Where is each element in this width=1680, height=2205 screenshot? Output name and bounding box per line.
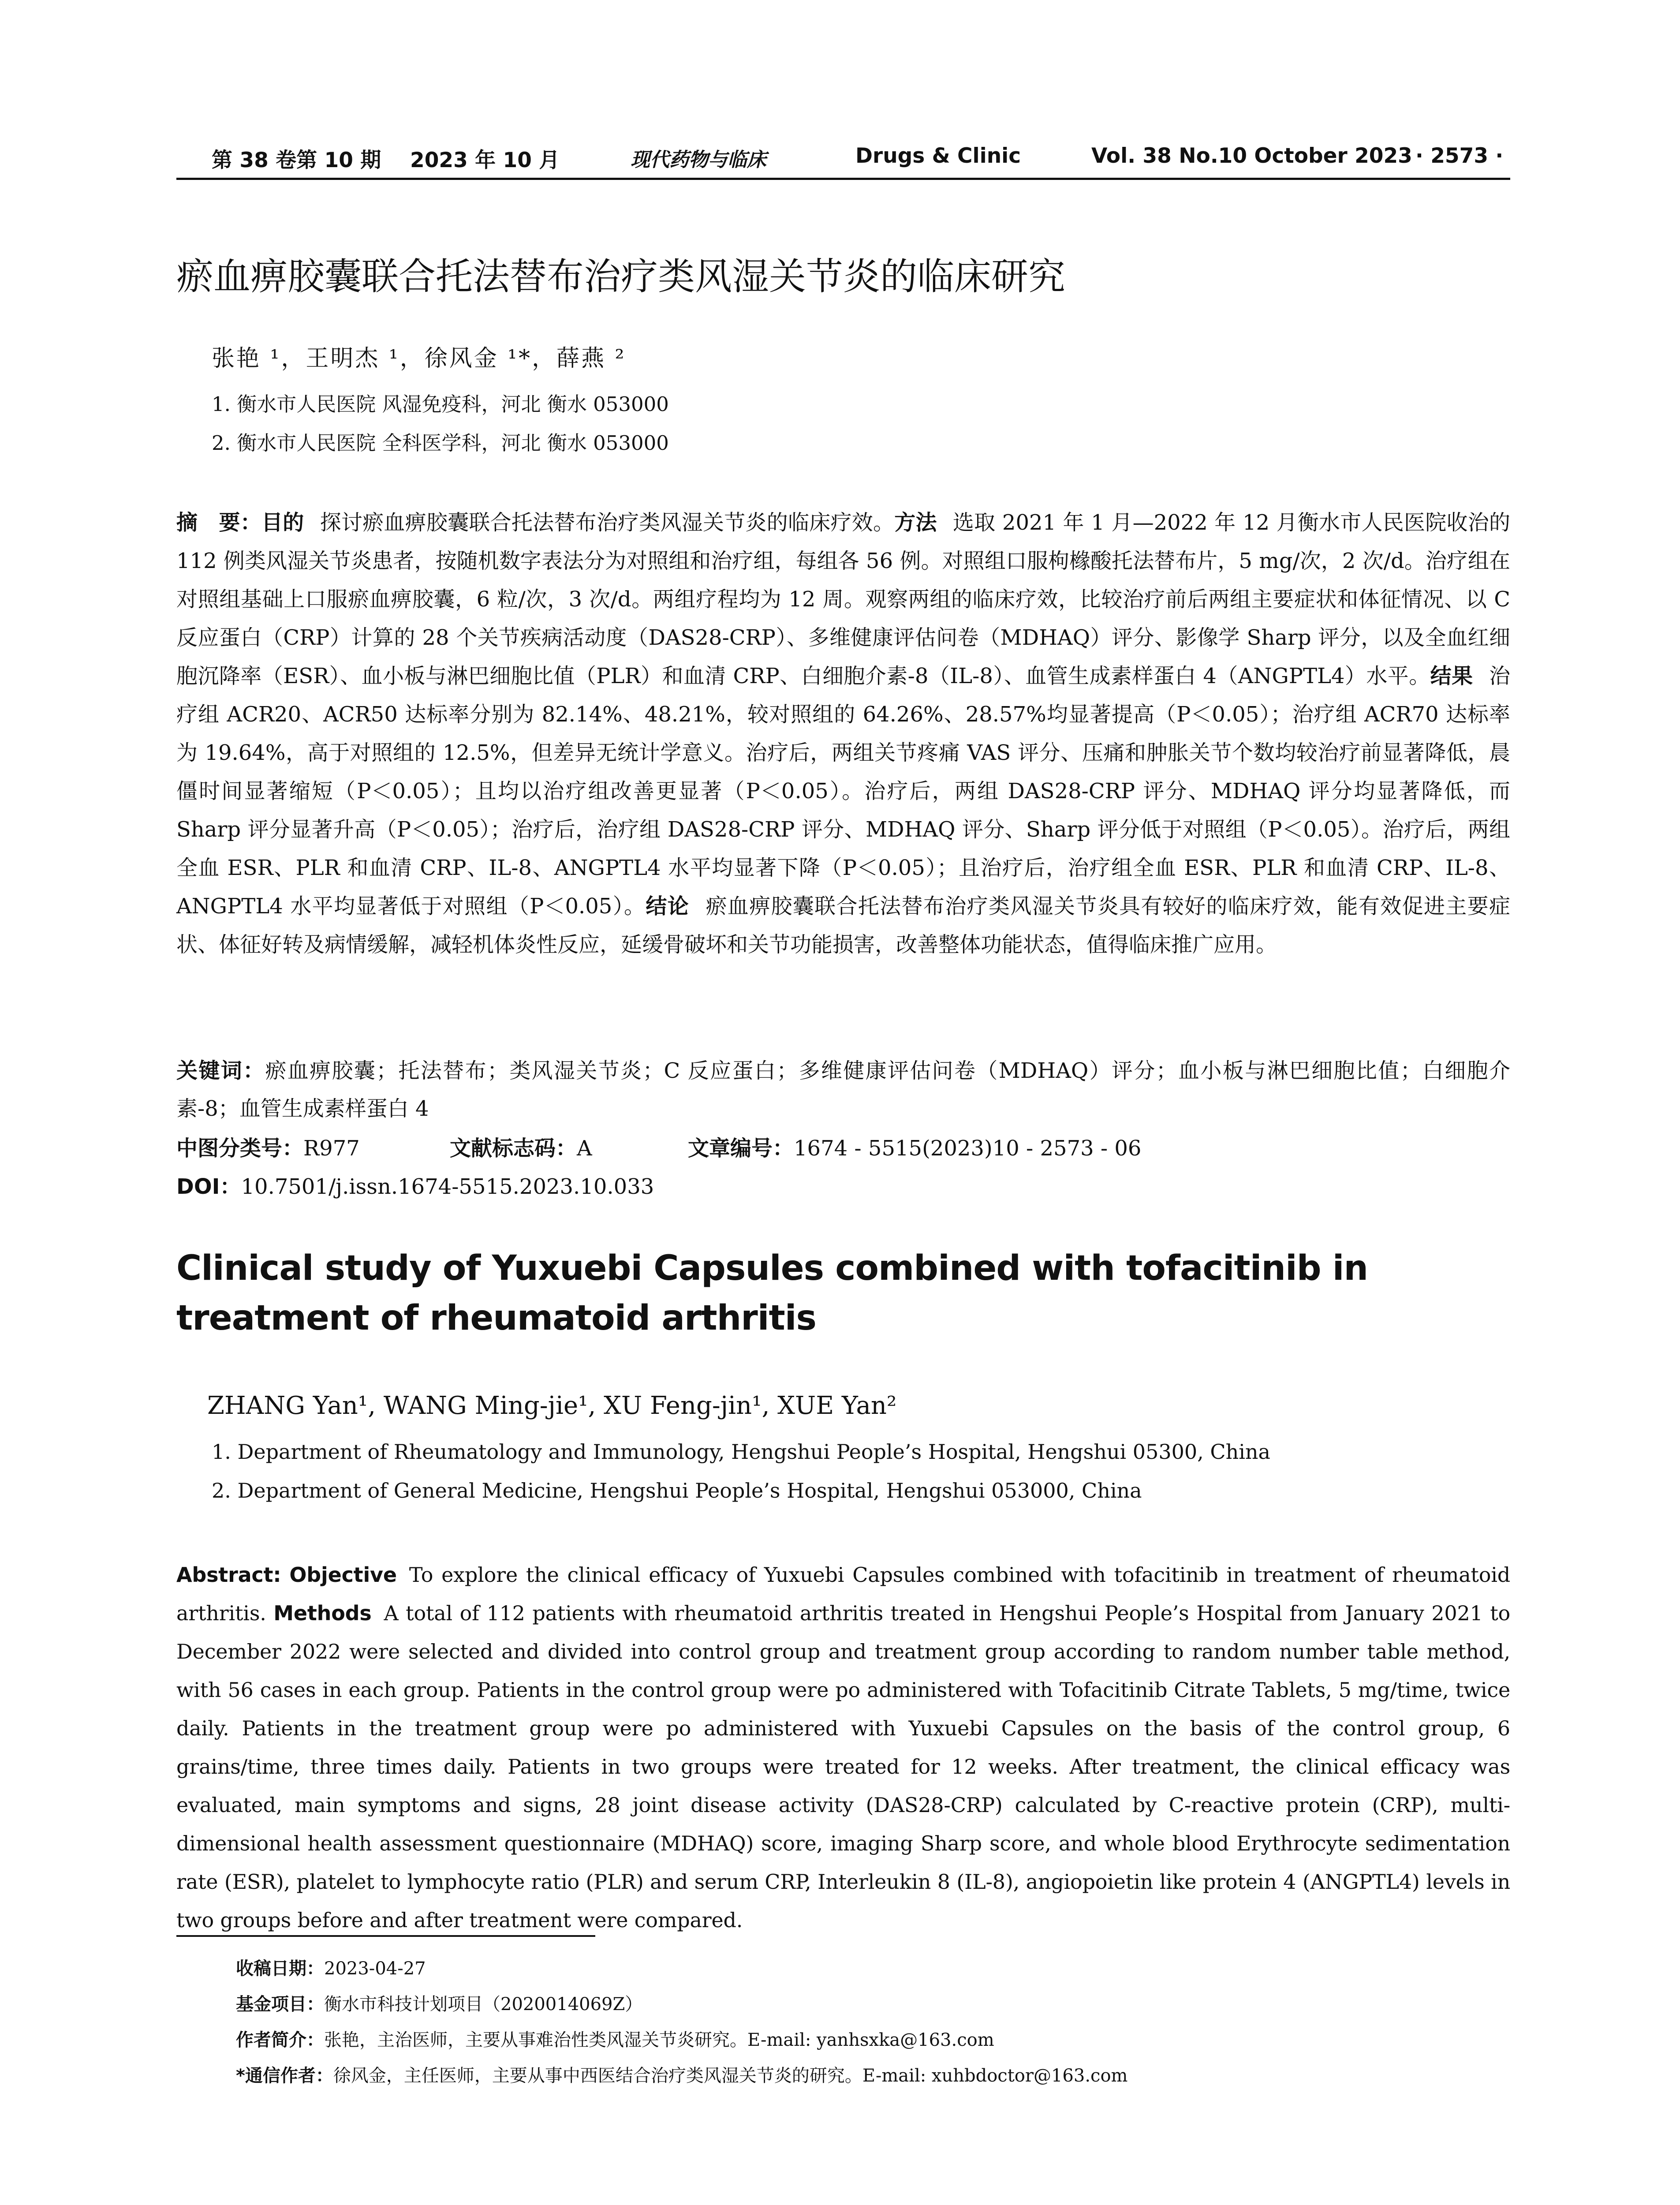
footnote-corresponding <box>236 2062 1127 2087</box>
header-page-number: · 2573 · <box>1415 144 1504 168</box>
clc-label: 中图分类号： <box>176 1136 304 1161</box>
keywords-cn <box>176 1052 1510 1128</box>
affiliation-en-1: 1. Department of Rheumatology and Immunology, Hengshui People’s Hospital, Hengshui 05300, China <box>212 1440 1270 1464</box>
author-bio-label: 作者简介： <box>236 2030 324 2050</box>
doi-value[interactable]: 10.7501/j.issn.1674-5515.2023.10.033 <box>241 1174 654 1199</box>
received-text: 2023-04-27 <box>324 1958 426 1979</box>
abstract-en <box>176 1556 1510 1940</box>
author-bio-text: 张艳，主治医师，主要从事难治性类风湿关节炎研究。E-mail: yanhsxka@163.com <box>324 2030 994 2050</box>
authors-cn: 张艳 ¹，王明杰 ¹，徐风金 ¹*，薛燕 ² <box>212 345 626 372</box>
abstract-en-label: Abstract: <box>176 1563 281 1587</box>
results-cn-text: 治疗组 ACR20、ACR50 达标率分别为 82.14%、48.21%，较对照组的 64.26%、28.57%均显著提高（P＜0.05）；治疗组 ACR70 达标率为 19.64%，高于对照组的 12.5%，但差异无统计学意义。治疗后，两组关节疼痛 VAS 评分、压痛和肿胀关节个数均较治疗前显著降低，晨僵时间显著缩短（P＜0.05）；且均以治疗组改善更显著（P＜0.05）。治疗后，两组 DAS28-CRP 评分、MDHAQ 评分均显著降低，而 Sharp 评分显著升高（P＜0.05）；治疗后，治疗组 DAS28-CRP 评分、MDHAQ 评分、Sharp 评分低于对照组（P＜0.05）。治疗后，两组全血 ESR、PLR 和血清 CRP、IL-8、ANGPTL4 水平均显著下降（P＜0.05）；且治疗后，治疗组全血 ESR、PLR 和血清 CRP、IL-8、ANGPTL4 水平均显著低于对照组（P＜0.05）。 <box>176 664 1510 919</box>
affiliation-en-2: 2. Department of General Medicine, Hengshui People’s Hospital, Hengshui 053000, China <box>212 1479 1142 1502</box>
clc-value: R977 <box>303 1136 360 1161</box>
affiliation-cn-1: 1. 衡水市人民医院 风湿免疫科，河北 衡水 053000 <box>212 392 669 416</box>
article-title-en: Clinical study of Yuxuebi Capsules combined with tofacitinib in treatment of rheumatoid arthritis <box>176 1248 1368 1338</box>
corresponding-text: 徐风金，主任医师，主要从事中西医结合治疗类风湿关节炎的研究。E-mail: xuhbdoctor@163.com <box>333 2066 1128 2086</box>
classification-line <box>176 1131 1141 1162</box>
received-label: 收稿日期： <box>236 1958 324 1979</box>
methods-en-text: A total of 112 patients with rheumatoid arthritis treated in Hengshui People’s Hospital from January 2021 to December 2022 were selected and divided into control group and treatment group according to random number table method, with 56 cases in each group. Patients in the control group were po administered with Tofacitinib Citrate Tablets, 5 mg/time, twice daily. Patients in the treatment group were po administered with Yuxuebi Capsules on the basis of the control group, 6 grains/time, three times daily. Patients in two groups were treated for 12 weeks. After treatment, the clinical efficacy was evaluated, main symptoms and signs, 28 joint disease activity (DAS28-CRP) calculated by C-reactive protein (CRP), multi-dimensional health assessment questionnaire (MDHAQ) score, imaging Sharp score, and whole blood Erythrocyte sedimentation rate (ESR), platelet to lymphocyte ratio (PLR) and serum CRP, Interleukin 8 (IL-8), angiopoietin like protein 4 (ANGPTL4) levels in two groups before and after treatment were compared. <box>176 1601 1510 1932</box>
doi-label: DOI： <box>176 1174 241 1199</box>
header-date-cn: 2023 年 10 月 <box>410 148 560 172</box>
header-volume-en: Vol. 38 No.10 October 2023 <box>1091 144 1412 168</box>
affiliation-cn-2: 2. 衡水市人民医院 全科医学科，河北 衡水 053000 <box>212 431 669 455</box>
footnote-rule <box>176 1935 595 1937</box>
running-header <box>176 144 1510 178</box>
objective-en-text: To explore the clinical efficacy of Yuxuebi Capsules combined with tofacitinib in treatment of rheumatoid arthritis. <box>176 1563 1510 1625</box>
article-no-value: 1674 - 5515(2023)10 - 2573 - 06 <box>794 1136 1142 1161</box>
keywords-cn-label: 关键词： <box>176 1058 265 1083</box>
conclusion-cn-label: 结论 <box>646 894 690 919</box>
corresponding-label: *通信作者： <box>236 2066 333 2086</box>
footnote-funding <box>236 1990 642 2015</box>
methods-cn-text: 选取 2021 年 1 月—2022 年 12 月衡水市人民医院收治的 112 例类风湿关节炎患者，按随机数字表法分为对照组和治疗组，每组各 56 例。对照组口服枸橼酸托法替布片，5 mg/次，2 次/d。治疗组在对照组基础上口服瘀血痹胶囊，6 粒/次，3 次/d。两组疗程均为 12 周。观察两组的临床疗效，比较治疗前后两组主要症状和体征情况、以 C 反应蛋白（CRP）计算的 28 个关节疾病活动度（DAS28-CRP）、多维健康评估问卷（MDHAQ）评分、影像学 Sharp 评分，以及全血红细胞沉降率（ESR）、血小板与淋巴细胞比值（PLR）和血清 CRP、白细胞介素-8（IL-8）、血管生成素样蛋白 4（ANGPTL4）水平。 <box>176 510 1510 688</box>
doc-code-label: 文献标志码： <box>450 1136 577 1161</box>
funding-label: 基金项目： <box>236 1994 324 2014</box>
abstract-cn <box>176 504 1510 964</box>
header-volume-cn: 第 38 卷第 10 期 <box>212 148 381 172</box>
header-journal-en: Drugs & Clinic <box>855 144 1021 168</box>
objective-cn-label: 目的 <box>261 510 304 535</box>
conclusion-cn-text: 瘀血痹胶囊联合托法替布治疗类风湿关节炎具有较好的临床疗效，能有效促进主要症状、体征好转及病情缓解，减轻机体炎性反应，延缓骨破坏和关节功能损害，改善整体功能状态，值得临床推广应用。 <box>176 894 1510 957</box>
abstract-cn-label: 摘 要： <box>176 510 261 535</box>
methods-en-label: Methods <box>273 1601 372 1625</box>
results-cn-label: 结果 <box>1430 664 1473 688</box>
methods-cn-label: 方法 <box>894 510 937 535</box>
authors-en: ZHANG Yan¹, WANG Ming-jie¹, XU Feng-jin¹, XUE Yan² <box>207 1391 897 1420</box>
doc-code-value: A <box>577 1136 592 1161</box>
objective-cn-text: 探讨瘀血痹胶囊联合托法替布治疗类风湿关节炎的临床疗效。 <box>320 510 895 535</box>
footnote-author-bio <box>236 2026 994 2051</box>
funding-text: 衡水市科技计划项目（2020014069Z） <box>324 1994 643 2014</box>
article-title-cn: 瘀血痹胶囊联合托法替布治疗类风湿关节炎的临床研究 <box>176 255 1066 298</box>
footnote-received <box>236 1955 426 1980</box>
header-journal-cn: 现代药物与临床 <box>631 149 766 171</box>
doi-line <box>176 1170 654 1200</box>
objective-en-label: Objective <box>289 1563 397 1587</box>
keywords-cn-text: 瘀血痹胶囊；托法替布；类风湿关节炎；C 反应蛋白；多维健康评估问卷（MDHAQ）评分；血小板与淋巴细胞比值；白细胞介素-8；血管生成素样蛋白 4 <box>176 1058 1510 1121</box>
header-rule <box>176 178 1510 180</box>
article-no-label: 文章编号： <box>688 1136 794 1161</box>
